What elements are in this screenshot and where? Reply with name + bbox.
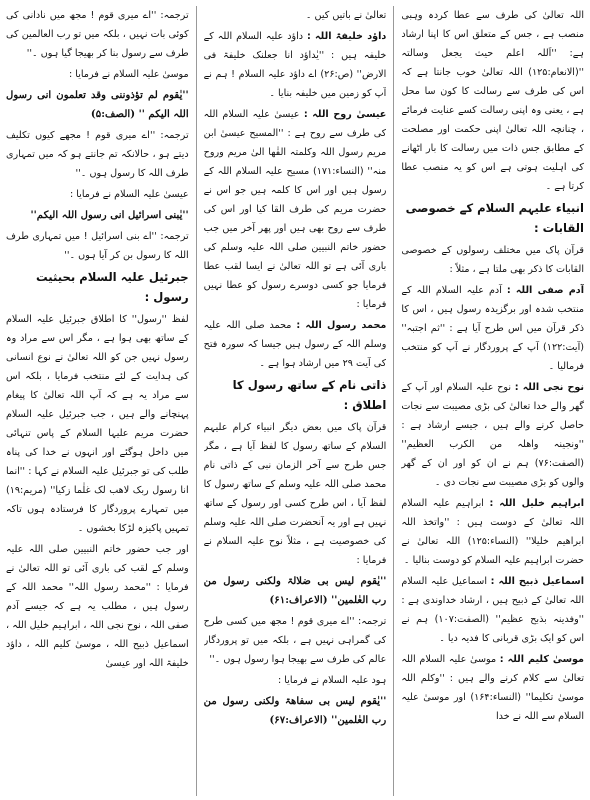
paragraph-text: داؤد علیہ السلام اللہ کے خلیفہ ہیں : ''یٰداؤد انا جعلنک خلیفۃ فی الارض'' (ص:۲۶) اے داؤد علیہ السلام ! ہم نے آپ کو زمین میں خلیفہ بنایا ۔ bbox=[203, 31, 387, 99]
arabic-verse: ''یٰقوم لیس بی سفاھۃ ولکنی رسول من رب العٰلمین'' (الاعراف:۶۷) bbox=[203, 695, 387, 726]
title-lead: عیسیٰ روح اللہ : bbox=[303, 109, 387, 120]
text-column-middle bbox=[204, 6, 387, 796]
paragraph: ہود علیہ السلام نے فرمایا : bbox=[277, 675, 387, 686]
paragraph bbox=[401, 494, 584, 570]
paragraph bbox=[204, 27, 387, 103]
arabic-verse: ''یٰبنی اسرائیل انی رسول اللہ الیکم'' bbox=[30, 209, 189, 221]
paragraph bbox=[401, 572, 584, 648]
paragraph-text: آدم علیہ السلام اللہ کے منتخب شدہ اور برگزیدہ رسول ہیں ، اس کا ذکر قرآن میں اس طرح آیا ہے : ''ثم اجتبہ'' (آیت:۱۲۲) آپ کے پروردگار نے آپ کو منتخب فرمالیا ۔ bbox=[401, 285, 584, 372]
column-divider bbox=[393, 6, 394, 796]
paragraph: ترجمہ: ''اے میری قوم ! مجھے کیوں تکلیف دیتے ہو ، حالانکہ تم جانتے ہو کہ میں تمہاری طرف اللہ کا رسول ہوں ۔'' bbox=[5, 130, 189, 179]
column-divider bbox=[196, 6, 197, 796]
paragraph: ترجمہ: ''اے بنی اسرائیل ! میں تمہاری طرف اللہ کا رسول بن کر آیا ہوں ۔'' bbox=[5, 231, 189, 261]
title-lead: آدم صفی اللہ : bbox=[506, 285, 584, 296]
paragraph: لفظ ''رسول'' کا اطلاق جبرئیل علیہ السلام کے ساتھ بھی ہوا ہے ، مگر اس سے مراد وہ رسول نہیں جن کو اللہ تعالیٰ نے نوع انسانی کی ہدایت کے لئے منتخب فرمایا ، بلکہ اس سے مراد یہ ہے کہ آپ اللہ تعالیٰ کا پیغام پہنچانے والے ہیں ، جب جبرئیل علیہ السلام حضرت مریم علیہا السلام کے پاس تنہائی میں داخل ہوگئے اور انہوں نے خدا کی پناہ طلب کی تو جبرئیل علیہ السلام نے کہا : ''انما انا رسول ربک لاھب لک غلٰما زکیا'' (مریم:۱۹) میں تمہارے پروردگار کا فرستادہ ہوں تاکہ تمہیں پاکیزہ لڑکا بخشوں ۔ bbox=[5, 314, 189, 534]
paragraph bbox=[204, 316, 387, 373]
section-heading: ذاتی نام کے ساتھ رسول کا اطلاق : bbox=[232, 378, 387, 412]
section-heading: انبیاء علیہم السلام کے خصوصی القابات : bbox=[405, 201, 584, 235]
paragraph bbox=[401, 378, 584, 492]
paragraph: قرآن پاک میں بعض دیگر انبیاء کرام علیہم السلام کے ساتھ رسول کا لفظ آیا ہے ، مگر جس طرح سے آخر الزمان نبی کے ذاتی نام محمد صلی اللہ علیہ وسلم کے ساتھ رسول کا لفظ آیا ، اس طرح کسی اور رسول کے ساتھ نہیں ہے اور یہ آنحضرت صلی اللہ علیہ وسلم کی خصوصیت ہے ، مثلاً نوح علیہ السلام نے فرمایا : bbox=[203, 422, 387, 566]
title-lead: موسیٰ کلیم اللہ : bbox=[499, 654, 584, 665]
paragraph bbox=[204, 105, 387, 314]
paragraph-text: ابراہیم علیہ السلام اللہ تعالیٰ کے دوست ہیں : ''واتخذ اللہ ابراھیم خلیلا'' (النساء:۱۲۵) اللہ تعالیٰ نے حضرت ابراہیم علیہ السلام کو دوست بنالیا ۔ bbox=[401, 498, 584, 566]
paragraph bbox=[401, 650, 584, 726]
text-column-right bbox=[401, 6, 584, 796]
paragraph: ترجمہ: ''اے میری قوم ! مجھ میں نادانی کی کوئی بات نہیں ، بلکہ میں تو رب العالمین کی طرف سے رسول بنا کر بھیجا گیا ہوں ۔'' bbox=[5, 10, 189, 59]
paragraph: ترجمہ: ''اے میری قوم ! مجھ میں کسی طرح کی گمراہی نہیں ہے ، بلکہ میں تو پروردگار عالم کی طرف سے بھیجا ہوا رسول ہوں ۔'' bbox=[203, 616, 387, 665]
paragraph-text: نوح علیہ السلام اور آپ کے گھر والے خدا تعالیٰ کی بڑی مصیبت سے نجات حاصل کرنے والے ہیں ، جیسے ارشاد ہے : ''ونجینہ واھلہ من الکرب العظیم'' (الصفت:۷۶) ہم نے ان کو اور ان کے گھر والوں کو بڑی مصیبت سے نجات دی ۔ bbox=[401, 382, 584, 488]
paragraph: اللہ تعالیٰ کی طرف سے عطا کردہ وہبی منصب ہے ، جس کے متعلق اس کا اپنا ارشاد ہے: ''اَللہ اعلم حیث یجعل وسالتہ ''(الانعام:۱۲۵) اللہ تعالیٰ خوب جانتا ہے کہ اس کی طرف سے رسالت کا کون سا محل ہے ، یعنی وہ اپنی رسالت کسے عنایت فرمائے ، چنانچہ اللہ تعالیٰ اپنی حکمت اور مصلحت کے مطابق جس ذات میں رسالت کا بار اٹھانے کی اہلیت ہوتی ہے اس کو یہ منصب عطا کرتا ہے ۔ bbox=[401, 10, 584, 192]
section-heading: جبرئیل علیہ السلام بحیثیت رسول : bbox=[36, 270, 189, 304]
arabic-verse: ''یٰقوم لم تؤذوننی وقد تعلمون انی رسول اللہ الیکم '' (الصف:۵) bbox=[5, 89, 189, 120]
paragraph: اور جب حضور خاتم النبیین صلی اللہ علیہ وسلم کے لقب کی باری آئی تو اللہ تعالیٰ نے فرمایا : ''محمد رسول اللہ'' محمد اللہ کے رسول ہیں ، مطلب یہ ہے کہ جیسے آدم صفی اللہ ، نوح نجی اللہ ، ابراہیم خلیل اللہ ، اسماعیل ذبیح اللہ ، موسیٰ کلیم اللہ ، داؤد خلیفۃ اللہ اور عیسیٰ bbox=[5, 544, 189, 669]
title-lead: داؤد خلیفۃ اللہ : bbox=[306, 31, 387, 42]
arabic-verse: ''یٰقوم لیس بی ضلالۃ ولکنی رسول من رب العٰلمین'' (الاعراف:۶۱) bbox=[203, 575, 387, 606]
title-lead: نوح نجی اللہ : bbox=[514, 382, 584, 393]
text-column-left bbox=[6, 6, 189, 796]
paragraph: موسیٰ علیہ السلام نے فرمایا : bbox=[68, 69, 189, 80]
title-lead: محمد رسول اللہ : bbox=[296, 320, 387, 331]
title-lead: ابراہیم خلیل اللہ : bbox=[489, 498, 584, 509]
paragraph-text: عیسیٰ علیہ السلام اللہ کی طرف سے روح ہے : ''المسیح عیسیٰ ابن مریم رسول اللہ وکلمتہ القٰھا الیٰ مریم وروح منہ'' (النساء:۱۷۱) مسیح علیہ السلام اللہ کے رسول ہیں اور اس کا کلمہ ہیں جو اس نے حضرت مریم کی طرف القا کیا اور اس کی طرف سے روح بھی ہیں اور پھر آخر میں جب حضور خاتم النبیین صلی اللہ علیہ وسلم کی باری آئی ہے تو اللہ تعالیٰ نے ایسا لقب عطا فرمایا جو کسی دوسرے رسول کو عطا نہیں فرمایا : bbox=[203, 109, 387, 310]
paragraph-text: موسیٰ علیہ السلام اللہ تعالیٰ سے کلام کرنے والے ہیں : ''وکلم اللہ موسیٰ تکلیما'' (النساء:۱۶۴) اور موسیٰ علیہ السلام سے اللہ نے خدا bbox=[401, 654, 584, 722]
paragraph-text: محمد صلی اللہ علیہ وسلم اللہ کے رسول ہیں جیسا کہ سورہ فتح کی آیت ۲۹ میں ارشاد ہوا ہے ۔ bbox=[203, 320, 387, 369]
paragraph bbox=[401, 281, 584, 376]
paragraph: قرآن پاک میں مختلف رسولوں کے خصوصی القابات کا ذکر بھی ملتا ہے ، مثلاً : bbox=[401, 245, 584, 275]
paragraph-text: اسماعیل علیہ السلام اللہ تعالیٰ کے ذبیح ہیں ، ارشاد خداوندی ہے : ''وفدینہ بذبح عظیم'' (الصفت:۱۰۷) ہم نے اس کو ایک بڑی قربانی کا فدیہ دیا ۔ bbox=[401, 576, 584, 644]
paragraph: تعالیٰ نے باتیں کیں ۔ bbox=[305, 10, 387, 21]
paragraph: عیسیٰ علیہ السلام نے فرمایا : bbox=[69, 189, 189, 200]
title-lead: اسماعیل ذبیح اللہ : bbox=[490, 576, 584, 587]
